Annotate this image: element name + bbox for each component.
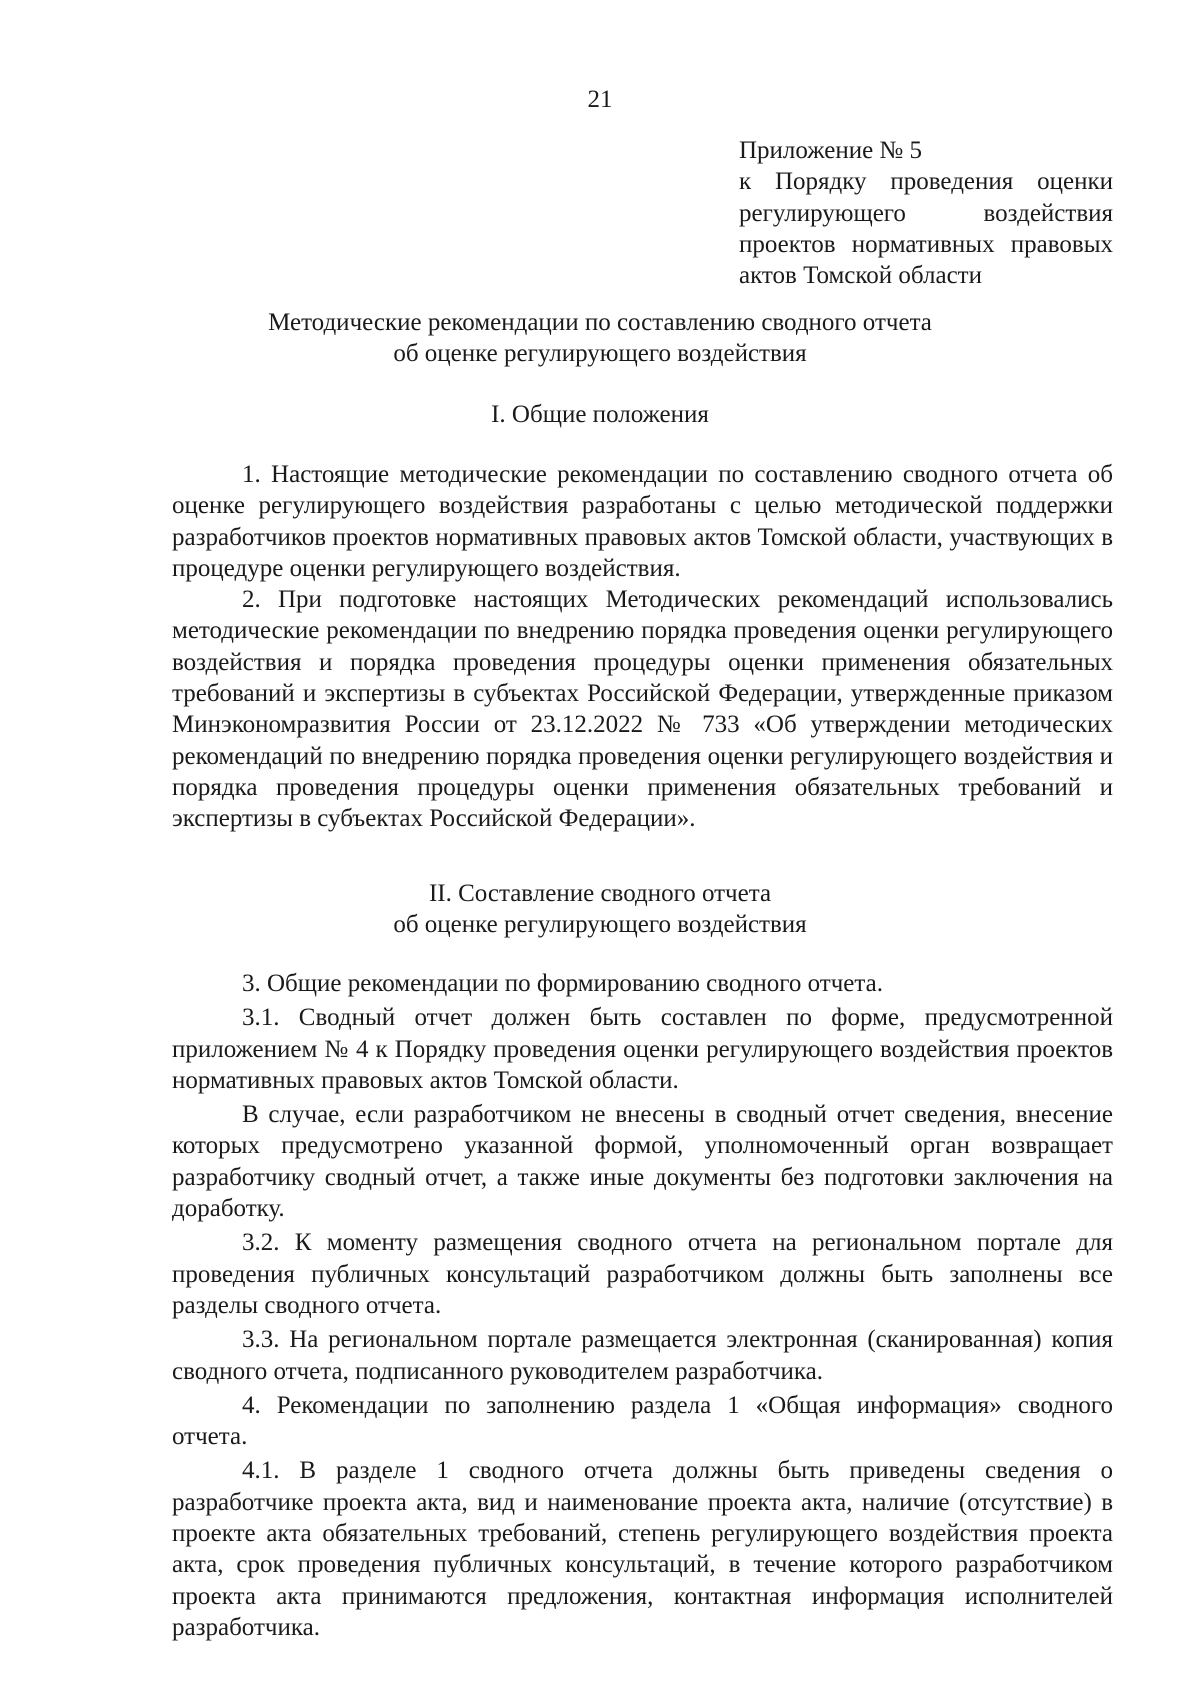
document-title-line: Методические рекомендации по составлению сводного отчета	[268, 309, 932, 336]
section-heading: I. Общие положения	[491, 401, 709, 428]
section-body	[172, 968, 1113, 1643]
paragraph: 1. Настоящие методические рекомендации по составлению сводного отчета об оценке регулирующего воздействия разработаны с целью методической поддержки разработчиков проектов нормативных правовых актов Томской области, участвующих в процедуре оценки регулирующего воздействия.	[172, 461, 1113, 582]
paragraph: 2. При подготовке настоящих Методических рекомендаций использовались методические рекомендации по внедрению порядка проведения оценки регулирующего воздействия и порядка проведения процедуры оценки применения обязательных требований и экспертизы в субъектах Российской Федерации, утвержденные приказом Минэкономразвития России от 23.12.2022 № 733 «Об утверждении методических рекомендаций по внедрению порядка проведения оценки регулирующего воздействия и порядка проведения процедуры оценки применения обязательных требований и экспертизы в субъектах Российской Федерации».	[172, 586, 1113, 833]
section-heading-line: II. Составление сводного отчета	[428, 880, 772, 907]
appendix-line: регулирующего воздействия	[739, 199, 1113, 227]
page-number: 21	[587, 86, 613, 113]
section-heading	[0, 878, 1200, 941]
section-heading-line: об оценке регулирующего воздействия	[393, 911, 807, 939]
paragraph: 3.3. На региональном портале размещается электронная (сканированная) копия сводного отчета, подписанного руководителем разработчика.	[172, 1326, 1113, 1385]
paragraph: 4. Рекомендации по заполнению раздела 1 «Общая информация» сводного отчета.	[172, 1391, 1113, 1451]
appendix-line: актов Томской области	[739, 262, 982, 290]
document-title	[0, 307, 1200, 370]
paragraph: 4.1. В разделе 1 сводного отчета должны быть приведены сведения о разработчике проекта акта, вид и наименование проекта акта, наличие (отсутствие) в проекте акта обязательных требований, степень регулирующего воздействия проекта акта, срок проведения публичных консультаций, в течение которого разработчиком проекта акта принимаются предложения, контактная информация исполнителей разработчика.	[172, 1457, 1113, 1641]
paragraph: В случае, если разработчиком не внесены в сводный отчет сведения, внесение которых предусмотрено указанной формой, уполномоченный орган возвращает разработчику сводный отчет, а также иные документы без подготовки заключения на доработку.	[172, 1101, 1113, 1223]
paragraph: 3.2. К моменту размещения сводного отчета на региональном портале для проведения публичных консультаций разработчиком должны быть заполнены все разделы сводного отчета.	[172, 1229, 1113, 1319]
appendix-header	[739, 135, 1113, 291]
section-body	[172, 459, 1113, 835]
appendix-title: Приложение № 5	[739, 137, 923, 164]
appendix-line: к Порядку проведения оценки	[739, 168, 1113, 196]
document-title-line: об оценке регулирующего воздействия	[393, 340, 807, 368]
appendix-line: проектов нормативных правовых	[739, 230, 1113, 258]
paragraph: 3. Общие рекомендации по формированию сводного отчета.	[242, 970, 883, 997]
paragraph: 3.1. Сводный отчет должен быть составлен по форме, предусмотренной приложением № 4 к Порядку проведения оценки регулирующего воздействия проектов нормативных правовых актов Томской области.	[172, 1004, 1113, 1094]
